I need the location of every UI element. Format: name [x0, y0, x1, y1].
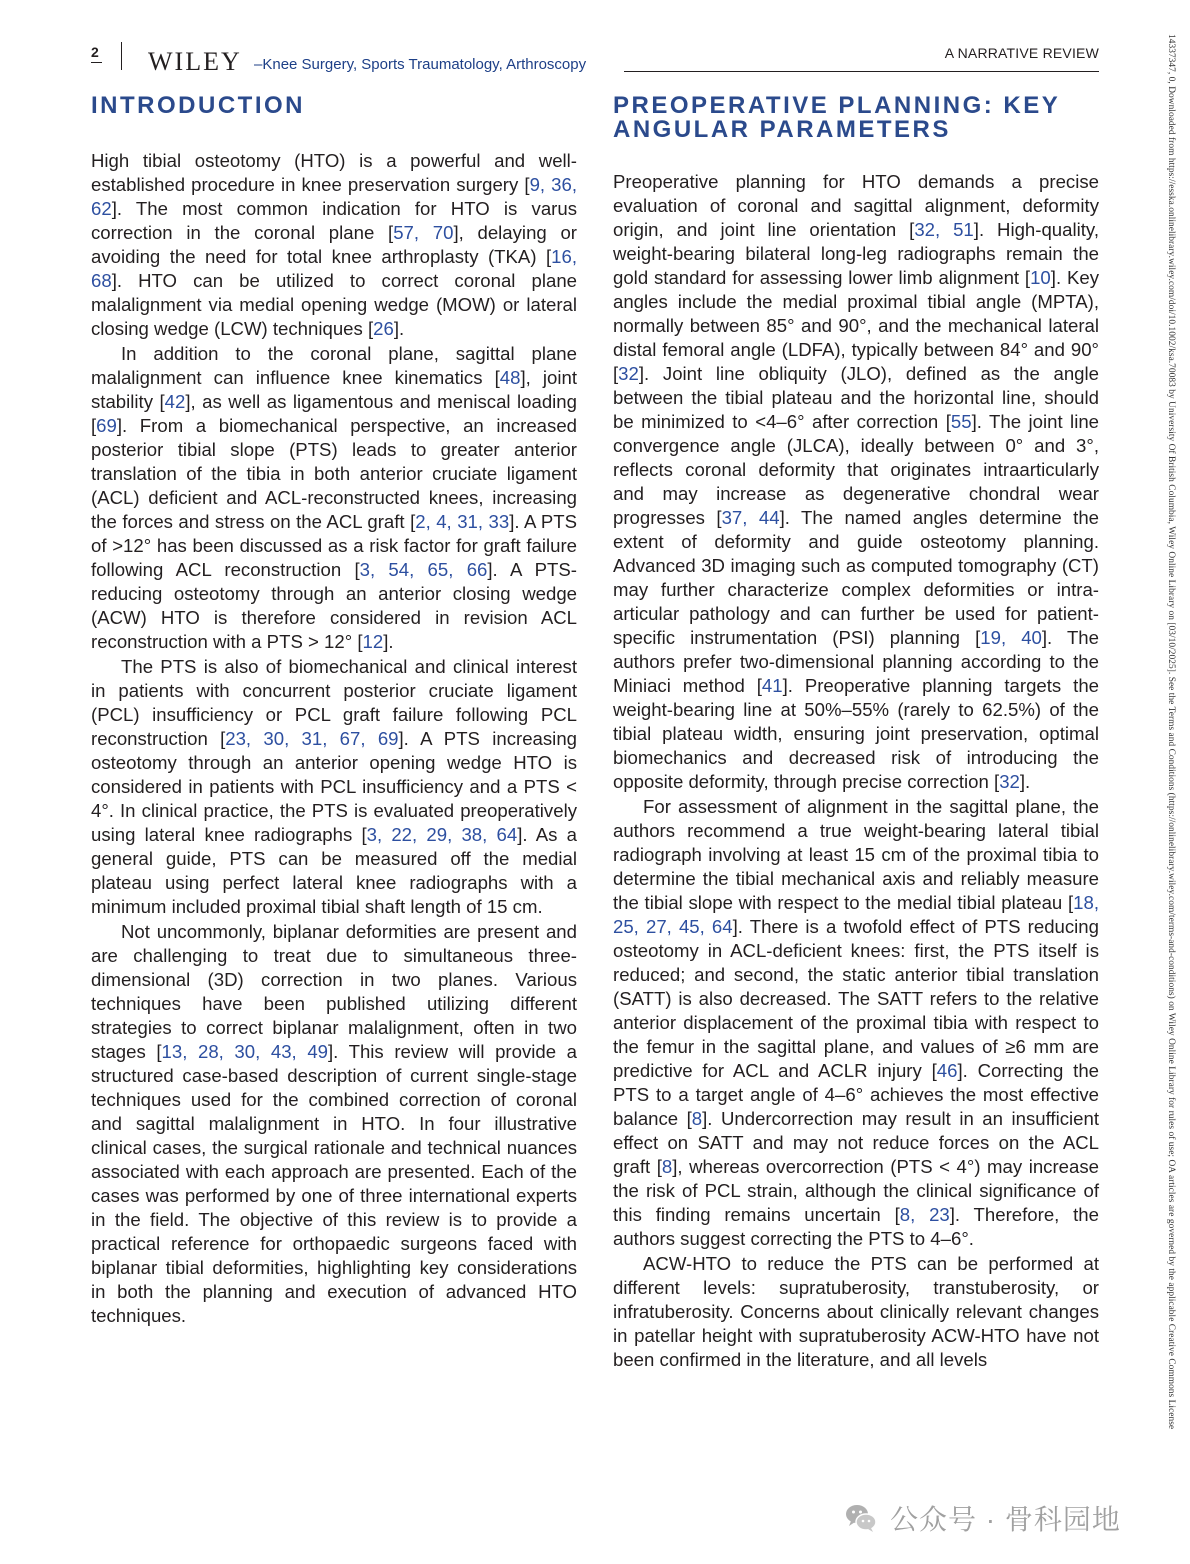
introduction-body	[91, 149, 577, 1328]
citation-link[interactable]: 55	[950, 411, 972, 432]
citation-link[interactable]: 19, 40	[980, 627, 1042, 648]
paragraph-text: ]. Joint line obliquity (JLO), defined as the angle between the tibial plateau and the horizontal line, should be minimized to <4–6° after correction [	[613, 363, 1099, 432]
watermark-text: 公众号 · 骨科园地	[890, 1504, 1121, 1535]
paragraph-text: For assessment of alignment in the sagittal plane, the authors recommend a true weight-bearing lateral tibial radiograph involving at least 15 cm of the proximal tibia to determine the tibial mechanical axis and reliably measure the tibial slope with respect to the medial tibial plateau [	[613, 796, 1099, 913]
citation-link[interactable]: 69	[96, 415, 117, 436]
page-number: 2	[91, 44, 99, 60]
paragraph	[91, 655, 577, 919]
paragraph-text: ]. As a general guide, PTS can be measured off the medial plateau using perfect lateral knee radiographs with a minimum included proximal tibial shaft length of 15 cm.	[91, 824, 577, 917]
paragraph-text: High tibial osteotomy (HTO) is a powerful and well-established procedure in knee preservation surgery	[91, 150, 577, 195]
citation-link[interactable]: 8, 23	[899, 1204, 950, 1225]
paragraph-text: ].	[383, 631, 394, 652]
paragraph-text: ]. A PTS of >12° has been discussed as a risk factor for graft failure following ACL reconstruction [	[91, 511, 577, 580]
heading-line-1: PREOPERATIVE PLANNING: KEY	[613, 92, 1061, 119]
download-notice: 14337347, 0, Downloaded from https://esska.onlinelibrary.wiley.com/doi/10.1002/ksa.70083 by University Of British Columbia, Wiley Online Library on [03/10/2025]. See the Terms and Conditions (https://onlinelibrary.wiley.com/terms-and-conditions) on Wiley Online Library for rules of use; OA articles are governed by the applicable Creative Commons License	[1166, 34, 1176, 1430]
section-heading-introduction: INTRODUCTION	[91, 92, 305, 119]
citation-link[interactable]: 32	[999, 771, 1020, 792]
right-column	[613, 94, 1099, 1373]
paragraph-text: [	[524, 174, 530, 195]
paragraph-text: ]. This review will provide a structured case-based description of current single-stage techniques used for the combined correction of coronal and sagittal malalignment in HTO. In four illustrative clinical cases, the surgical rationale and technical nuances associated with each approach are presented. Each of the cases was performed by one of three international experts in the field. The objective of this review is to provide a practical reference for orthopaedic surgeons faced with biplanar tibial deformities, highlighting key considerations in both the planning and execution of advanced HTO techniques.	[91, 1041, 577, 1326]
paragraph-text: ]. A PTS increasing osteotomy through an anterior opening wedge HTO is considered in patients with PCL insufficiency and a PTS < 4°. In clinical practice, the PTS is evaluated preoperatively using lateral knee radiographs [	[91, 728, 577, 845]
paragraph-text: ]. The most common indication for HTO is varus correction in the coronal plane [	[91, 198, 577, 243]
header-rule	[624, 71, 1099, 72]
paragraph-text: ]. Correcting the PTS to a target angle of 4–6° achieves the most effective balance [	[613, 1060, 1100, 1129]
journal-title[interactable]: –Knee Surgery, Sports Traumatology, Arthroscopy	[254, 56, 587, 73]
paragraph	[613, 170, 1099, 794]
paragraph-text: ]. A PTS-reducing osteotomy through an anterior closing wedge (ACW) HTO is therefore considered in revision ACL reconstruction with a PTS > 12° [	[91, 559, 577, 652]
watermark	[844, 1498, 1121, 1538]
running-header	[91, 40, 1099, 74]
citation-link[interactable]: 13, 28, 30, 43, 49	[161, 1041, 329, 1062]
citation-link[interactable]: 9, 36, 62	[91, 174, 577, 219]
paragraph	[91, 920, 577, 1328]
citation-link[interactable]: 18, 25, 27, 45, 64	[613, 892, 1099, 937]
paragraph-text: ]. High-quality, weight-bearing bilateral long-leg radiographs remain the gold standard for assessing lower limb alignment [	[613, 219, 1099, 288]
citation-link[interactable]: 2, 4, 31, 33	[415, 511, 510, 532]
citation-link[interactable]: 10	[1030, 267, 1051, 288]
paragraph-text: ], as well as ligamentous and meniscal loading [	[91, 391, 577, 436]
paragraph-text: ACW-HTO to reduce the PTS can be performed at different levels: supratuberosity, transtuberosity, or infratuberosity. Concerns about clinically relevant changes in patellar height with supratuberosity ACW-HTO have not been confirmed in the literature, and all levels	[613, 1253, 1099, 1370]
citation-link[interactable]: 8	[691, 1108, 703, 1129]
paragraph-text: ]. Key angles include the medial proximal tibial angle (MPTA), normally between 85° and 90°, and the mechanical lateral distal femoral angle (LDFA), typically between 84° and 90° [	[613, 267, 1099, 384]
citation-link[interactable]: 48	[499, 367, 521, 388]
citation-link[interactable]: 32, 51	[914, 219, 974, 240]
citation-link[interactable]: 8	[661, 1156, 673, 1177]
paragraph-text: ]. Therefore, the authors suggest correcting the PTS to 4–6°.	[613, 1204, 1099, 1249]
paragraph-text: ], whereas overcorrection (PTS < 4°) may increase the risk of PCL strain, although the clinical significance of this finding remains uncertain [	[613, 1156, 1099, 1225]
paragraph-text: ]. Undercorrection may result in an insufficient effect on SATT and may not reduce forces on the ACL graft [	[613, 1108, 1099, 1177]
citation-link[interactable]: 3, 22, 29, 38, 64	[366, 824, 518, 845]
paragraph-text: The PTS is also of biomechanical and clinical interest in patients with concurrent posterior cruciate ligament (PCL) insufficiency or PCL graft failure following PCL reconstruction [	[91, 656, 577, 749]
citation-link[interactable]: 23, 30, 31, 67, 69	[225, 728, 399, 749]
article-type: A NARRATIVE REVIEW	[944, 45, 1099, 61]
paragraph-text: ]. Preoperative planning targets the weight-bearing line at 50%–55% (rarely to 62.5%) of the tibial plateau width, ensuring joint preservation, optimal biomechanics and decreased risk of introducing the opposite deformity, through precise correction [	[613, 675, 1099, 792]
section-heading-preoperative-planning	[613, 94, 1099, 142]
publisher-logo: WILEY	[148, 47, 242, 76]
paragraph-text: ]. The joint line convergence angle (JLCA), ideally between 0° and 3°, reflects coronal deformity that originates intraarticularly and may increase as degenerative chondral wear progresses [	[613, 411, 1100, 528]
paragraph-text: ]. From a biomechanical perspective, an increased posterior tibial slope (PTS) leads to greater anterior translation of the tibia in both anterior cruciate ligament (ACL) deficient and ACL-reconstructed knees, increasing the forces and stress on the ACL graft [	[91, 415, 577, 532]
citation-link[interactable]: 41	[761, 675, 783, 696]
citation-link[interactable]: 16, 68	[91, 246, 577, 291]
citation-link[interactable]: 46	[936, 1060, 958, 1081]
left-column	[91, 94, 577, 1329]
paragraph-text: ]. HTO can be utilized to correct coronal plane malalignment via medial opening wedge (MOW) or lateral closing wedge (LCW) techniques [	[91, 270, 577, 339]
paragraph	[613, 1252, 1099, 1372]
paragraph	[91, 149, 577, 341]
paragraph-text: ]. There is a twofold effect of PTS reducing osteotomy in ACL-deficient knees: first, the PTS itself is reduced; and second, the static anterior tibial translation (SATT) is also decreased. The SATT refers to the relative anterior displacement of the proximal tibia with respect to the femur in the sagittal plane, and values of ≥6 mm are predictive for ACL and ACLR injury [	[613, 916, 1099, 1081]
citation-link[interactable]: 12	[362, 631, 384, 652]
citation-link[interactable]: 32	[618, 363, 639, 384]
paragraph-text: ], joint stability [	[91, 367, 578, 412]
heading-line-2: ANGULAR PARAMETERS	[613, 116, 951, 143]
paragraph-text: ].	[1019, 771, 1031, 792]
paragraph	[613, 795, 1099, 1251]
paragraph-text: ]. The named angles determine the extent of deformity and guide osteotomy planning. Advanced 3D imaging such as computed tomography (CT) may further characterize complex deformities or intra-articular pathology and can further be used for patient-specific instrumentation (PSI) planning [	[613, 507, 1100, 648]
paragraph-text: Not uncommonly, biplanar deformities are present and are challenging to treat due to simultaneous three-dimensional (3D) correction in two planes. Various techniques have been published utilizing different strategies to correct biplanar malalignment, often in two stages [	[91, 921, 577, 1062]
citation-link[interactable]: 3, 54, 65, 66	[359, 559, 488, 580]
paragraph-text: ], delaying or avoiding the need for total knee arthroplasty (TKA) [	[91, 222, 577, 267]
citation-link[interactable]: 37, 44	[721, 507, 780, 528]
paragraph-text: ].	[393, 318, 405, 339]
planning-body	[613, 170, 1099, 1372]
paragraph	[91, 342, 577, 654]
citation-link[interactable]: 57, 70	[393, 222, 454, 243]
citation-link[interactable]: 42	[164, 391, 186, 412]
citation-link[interactable]: 26	[373, 318, 394, 339]
paragraph-text: In addition to the coronal plane, sagittal plane malalignment can influence knee kinematics [	[91, 343, 577, 388]
paragraph-text: Preoperative planning for HTO demands a precise evaluation of coronal and sagittal alignment, deformity origin, and joint line orientation [	[613, 171, 1099, 240]
wechat-icon	[844, 1501, 878, 1535]
header-separator	[121, 42, 122, 70]
paragraph-text: ]. The authors prefer two-dimensional planning according to the Miniaci method [	[613, 627, 1099, 696]
